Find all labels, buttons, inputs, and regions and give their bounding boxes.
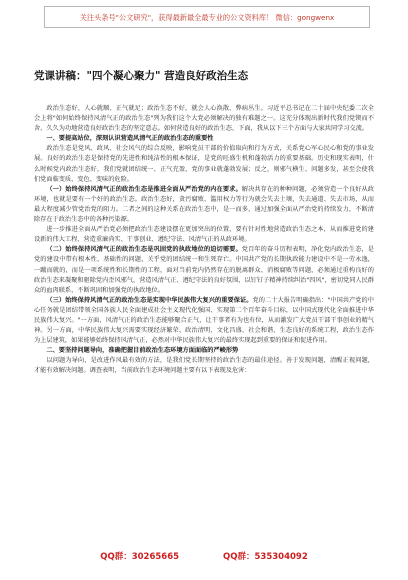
paragraph: （一）始终保持风清气正的政治生态是推进全面从严治党的内在要求。解决共存在的种种问题，必须营造一个良好从政环境，也就是要有一个好的政治生态。政治生态好，贪污腐败、滥用权力等行为就会失去土壤，失去通道、失去市场，从而最大程度减少管党治党的阻力。二者之间的这种关系在政治生态中，是一而多，通过加强全面从严治党的持续发力，不断清除存在于政治生态中的各种污染源。	[34, 185, 374, 224]
paragraph: （二）始终保持风清气正的政治生态是巩固党的执政地位的迫切需要。党百年的奋斗历程表明，净化党内政治生态，是党的建设中带有根本性、基础性的问题，关乎党的团结统一和生死存亡。中国共产党的长期执政能力建设中不是一劳永逸，一蹴而就的，而是一项系统性和长期性的工程，面对当前党内仍然存在的脱离群众、消极腐败等问题，必须通过重构良好的政治生态来凝聚和驱除党内歪风邪气，营造风清气正、遵纪守法的良好氛围，以钉钉子精神持续纠治"四风"，密切党同人民群众的血肉联系，不断巩固和加强党的执政地位。	[34, 246, 374, 294]
paragraph: （三）始终保持风清气正的政治生态是实现中华民族伟大复兴的重要保证。党的二十大报告明确指出："中国共产党的中心任务就是团结带领全国各族人民全面建成社会主义现代化强国、实现第二个百年奋斗目标，以中国式现代化全面推进中华民族伟大复兴。"一方面，风清气正的政治生态能够聚合正气，让干事者有为也有位，从而激发广大党员干部干事创业的精气神。另一方面，中华民族伟大复兴需要实现经济繁荣、政治清明、文化昌盛、社会和谐、生态良好的系统工程，政治生态作为上层建筑，如果能够始终保持风清气正，必然对中华民族伟大复兴的最终实现起到重要的保证和促进作用。	[34, 296, 374, 345]
paragraph: 政治生态是党风、政风、社会风气的综合反映，影响党员干部的价值取向和行为方式，关系党心军心民心和党的事业发展。良好的政治生态是保持党的先进性和纯洁性的根本保证，是党的旺盛生机和蓬勃活力的重要基础。历史和现实表明，什么时候党内政治生态好，我们党就团结统一、正气充盈，党的事业就蓬勃发展；反之，则邪气横生、问题多发，甚至会使我们党面临变质、变色、变味的危险。	[34, 145, 374, 183]
document-title: 党课讲稿："四个凝心聚力" 营造良好政治生态	[34, 70, 249, 82]
paragraph: 政治生态好，人心就顺、正气就足；政治生态不好，就会人心涣散、弊病丛生。习近平总书记在二十届中央纪委二次全会上将"如何始终保持风清气正的政治生态"列为我们这个大党必须解决的独有难题之一。这充分体现出新时代我们党锲而不舍、久久为功地营造良好政治生态的坚定意志。如何营造良好的政治生态，下面，我从以下三个方面与大家共同学习交流。	[34, 105, 374, 133]
document-body	[34, 104, 374, 377]
promo-banner: 关注头条号"公文研究"，获得最新最全最专业的公文资料库！ 微信：gongwenx	[44, 6, 370, 28]
qq-group-2: QQ群：535304092	[223, 552, 308, 562]
footer-contact	[0, 550, 408, 562]
section-heading: 一、要提高站位，深刻认识营造风清气正的政治生态的重要性	[46, 135, 214, 143]
paragraph: 进一步推进全面从严治党必须把政治生态建设摆在更加突出的位置，要有针对性地营造政治生态之本，从而推进党的建设新的伟大工程，营造重廉尚实、干事创业、遵纪守法、风清气正的从政环境。	[34, 226, 374, 244]
paragraph: 以问题为导向，是改进作风最有效的方法，是我们党长期坚持的政治生态的最佳途径。善于发现问题，清醒正视问题，才能有效解决问题。调查表明，当前政治生态环境问题主要有以下表现及危害：	[34, 357, 374, 375]
qq-group-1: QQ群：30265665	[100, 552, 180, 562]
section-heading: 二、要坚持问题导向，准确把握目前政治生态环境方面面临的严峻形势	[46, 347, 239, 355]
